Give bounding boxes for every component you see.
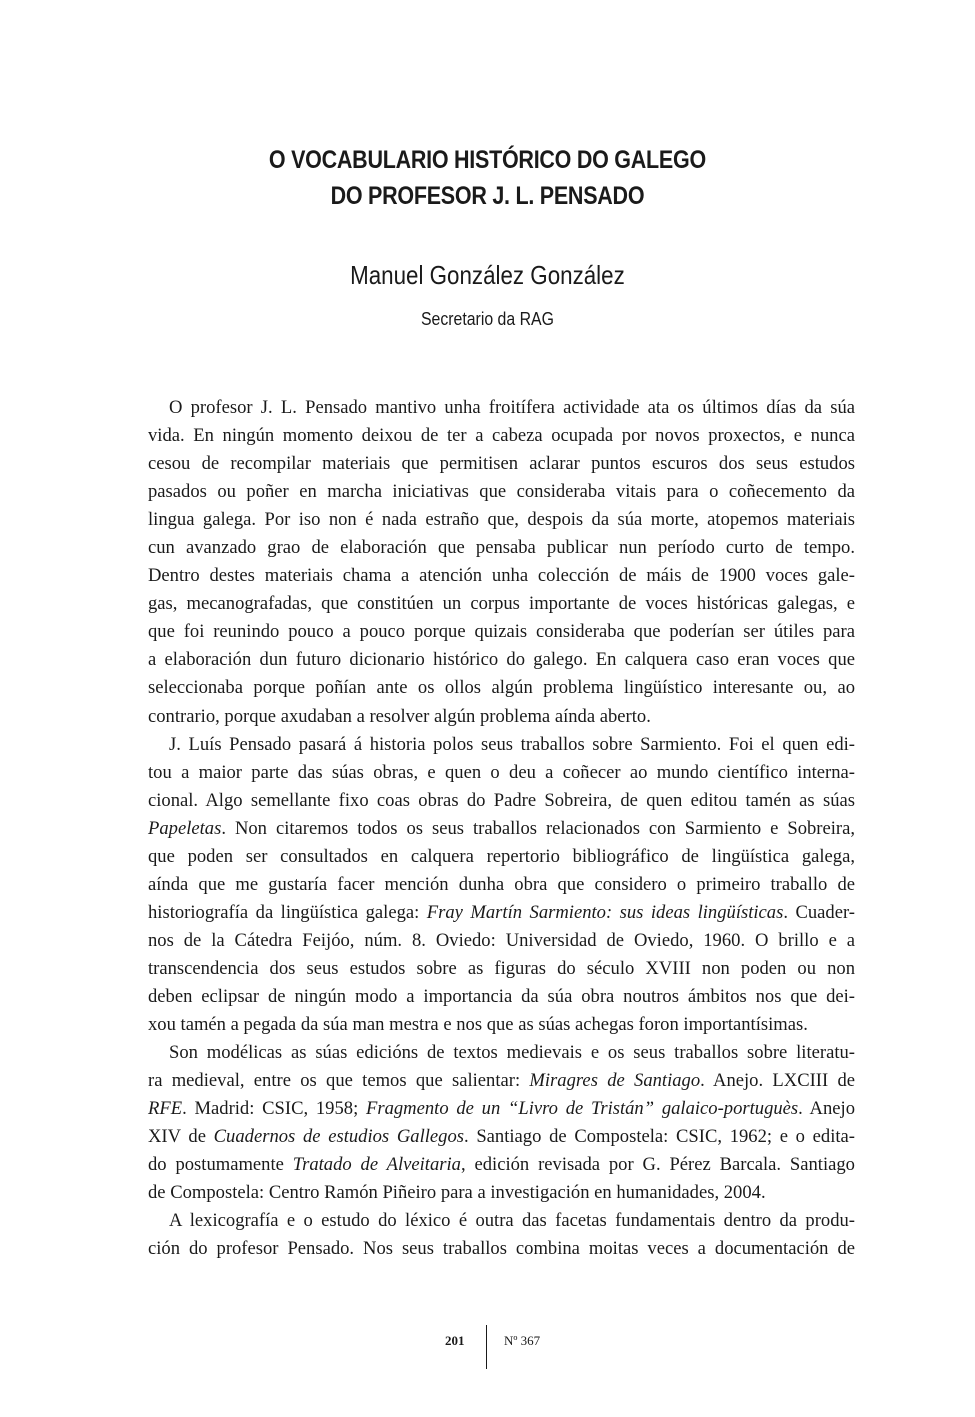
text-segment: transcendencia dos seus estudos sobre as figuras do século XVIII non poden ou non <box>148 957 855 979</box>
footer-divider <box>486 1325 487 1369</box>
italic-title: RFE <box>148 1098 183 1120</box>
paragraph <box>148 1039 855 1207</box>
text-line <box>148 1151 855 1179</box>
article-title <box>68 142 907 214</box>
text-segment: gas, mecanografadas, que constitúen un corpus importante de voces históricas galegas, e <box>148 593 855 615</box>
text-segment: pasados ou poñer en marcha iniciativas que consideraba vitais para o coñecemento da <box>148 481 855 503</box>
text-line <box>148 899 855 927</box>
text-segment: A lexicografía e o estudo do léxico é outra das facetas fundamentais dentro da produ- <box>169 1210 855 1232</box>
page-number: 201 <box>445 1333 465 1348</box>
text-segment: . Cuader- <box>783 901 855 923</box>
text-line <box>148 534 855 562</box>
text-segment: ra medieval, entre os que temos que salientar: <box>148 1070 530 1092</box>
text-segment: do postumamente <box>148 1154 293 1176</box>
paragraph <box>148 1207 855 1263</box>
text-line <box>148 871 855 899</box>
italic-title: Fragmento de un “Livro de Tristán” galaico-portuguès <box>365 1098 799 1120</box>
paragraph <box>148 731 855 1040</box>
text-line <box>148 646 855 674</box>
italic-title: Papeletas <box>148 817 222 839</box>
text-line <box>148 927 855 955</box>
text-segment: . Non citaremos todos os seus traballos relacionados con Sarmiento e Sobreira, <box>221 817 855 839</box>
text-segment: . Anejo <box>798 1098 855 1120</box>
text-line <box>148 983 855 1011</box>
text-line <box>148 1039 855 1067</box>
italic-title: Fray Martín Sarmiento: sus ideas lingüísticas <box>426 901 784 923</box>
text-line <box>148 1123 855 1151</box>
author-name: Manuel González González <box>350 260 625 290</box>
issue-number: Nº 367 <box>504 1333 541 1348</box>
text-segment: . Santiago de Compostela: CSIC, 1962; e o edita- <box>463 1126 855 1148</box>
text-line <box>148 394 855 422</box>
text-segment: vida. En ningún momento deixou de ter a cabeza ocupada por novos proxectos, e nunca <box>148 425 855 447</box>
title-line: DO PROFESOR J. L. PENSADO <box>330 182 645 210</box>
text-line <box>148 703 855 731</box>
text-segment: ción do profesor Pensado. Nos seus traballos combina moitas veces a documentación de <box>148 1238 855 1260</box>
text-segment: a elaboración dun futuro dicionario histórico do galego. En calquera caso eran voces que <box>148 649 855 671</box>
text-line <box>148 1179 855 1207</box>
text-line <box>148 1207 855 1235</box>
text-line <box>148 759 855 787</box>
text-segment: lingua galega. Por iso non é nada estraño que, despois da súa morte, atopemos materiais <box>148 509 855 531</box>
text-segment: J. Luís Pensado pasará á historia polos seus traballos sobre Sarmiento. Foi el quen edi- <box>169 733 855 755</box>
text-segment: . Anejo. LXCIII de <box>700 1070 855 1092</box>
text-line <box>148 955 855 983</box>
article-body <box>148 394 855 1263</box>
text-segment: historiografía da lingüística galega: <box>148 901 427 923</box>
text-segment: , edición revisada por G. Pérez Barcala. Santiago <box>460 1154 855 1176</box>
text-segment: contrario, porque axudaban a resolver algún problema aínda aberto. <box>148 705 651 727</box>
text-segment: de Compostela: Centro Ramón Piñeiro para a investigación en humanidades, 2004. <box>148 1182 766 1204</box>
text-segment: xou tamén a pegada da súa man mestra e nos que as súas achegas foron importantísimas. <box>148 1014 808 1036</box>
italic-title: Cuadernos de estudios Gallegos <box>213 1126 464 1148</box>
text-segment: . Madrid: CSIC, 1958; <box>182 1098 366 1120</box>
paragraph <box>148 394 855 731</box>
text-line <box>148 1095 855 1123</box>
text-segment: seleccionaba porque poñían ante os ollos algún problema lingüístico interesante ou, ao <box>148 677 855 699</box>
text-line <box>148 1011 855 1039</box>
text-line <box>148 815 855 843</box>
text-line <box>148 450 855 478</box>
author-affiliation: Secretario da RAG <box>420 309 554 329</box>
text-segment: cional. Algo semellante fixo coas obras do Padre Sobreira, de quen editou tamén as súas <box>148 789 855 811</box>
text-segment: tou a maior parte das súas obras, e quen o deu a coñecer ao mundo científico interna- <box>148 761 855 783</box>
text-segment: que poden ser consultados en calquera repertorio bibliográfico de lingüística galega, <box>148 845 855 867</box>
italic-title: Miragres de Santiago <box>529 1070 701 1092</box>
text-line <box>148 422 855 450</box>
text-line <box>148 618 855 646</box>
text-line <box>148 590 855 618</box>
italic-title: Tratado de Alveitaria <box>292 1154 461 1176</box>
text-segment: XIV de <box>148 1126 214 1148</box>
text-segment: cun avanzado grao de elaboración que pensaba publicar nun período curto de tempo. <box>148 537 855 559</box>
text-segment: nos de la Cátedra Feijóo, núm. 8. Oviedo: Universidad de Oviedo, 1960. O brillo e a <box>148 929 855 951</box>
text-segment: Son modélicas as súas edicións de textos medievais e os seus traballos sobre literatu- <box>169 1042 855 1064</box>
text-segment: deben eclipsar de ningún modo a importancia da súa obra noutros ámbitos nos que dei- <box>148 985 855 1007</box>
text-segment: aínda que me gustaría facer mención dunha obra que considero o primeiro traballo de <box>148 873 855 895</box>
title-line: O VOCABULARIO HISTÓRICO DO GALEGO <box>268 146 706 174</box>
text-segment: que foi reunindo pouco a pouco porque quizais consideraba que poderían ser útiles para <box>148 621 855 643</box>
text-line <box>148 843 855 871</box>
text-segment: Dentro destes materiais chama a atención unha colección de máis de 1900 voces gale- <box>148 565 855 587</box>
text-line <box>148 1067 855 1095</box>
text-line <box>148 674 855 702</box>
text-line <box>148 478 855 506</box>
text-segment: cesou de recompilar materiais que permitisen aclarar puntos escuros dos seus estudos <box>148 453 855 475</box>
text-line <box>148 731 855 759</box>
text-line <box>148 562 855 590</box>
page-footer <box>0 1325 975 1369</box>
text-line <box>148 1235 855 1263</box>
text-segment: O profesor J. L. Pensado mantivo unha froitífera actividade ata os últimos días da súa <box>169 397 855 418</box>
text-line <box>148 506 855 534</box>
text-line <box>148 787 855 815</box>
